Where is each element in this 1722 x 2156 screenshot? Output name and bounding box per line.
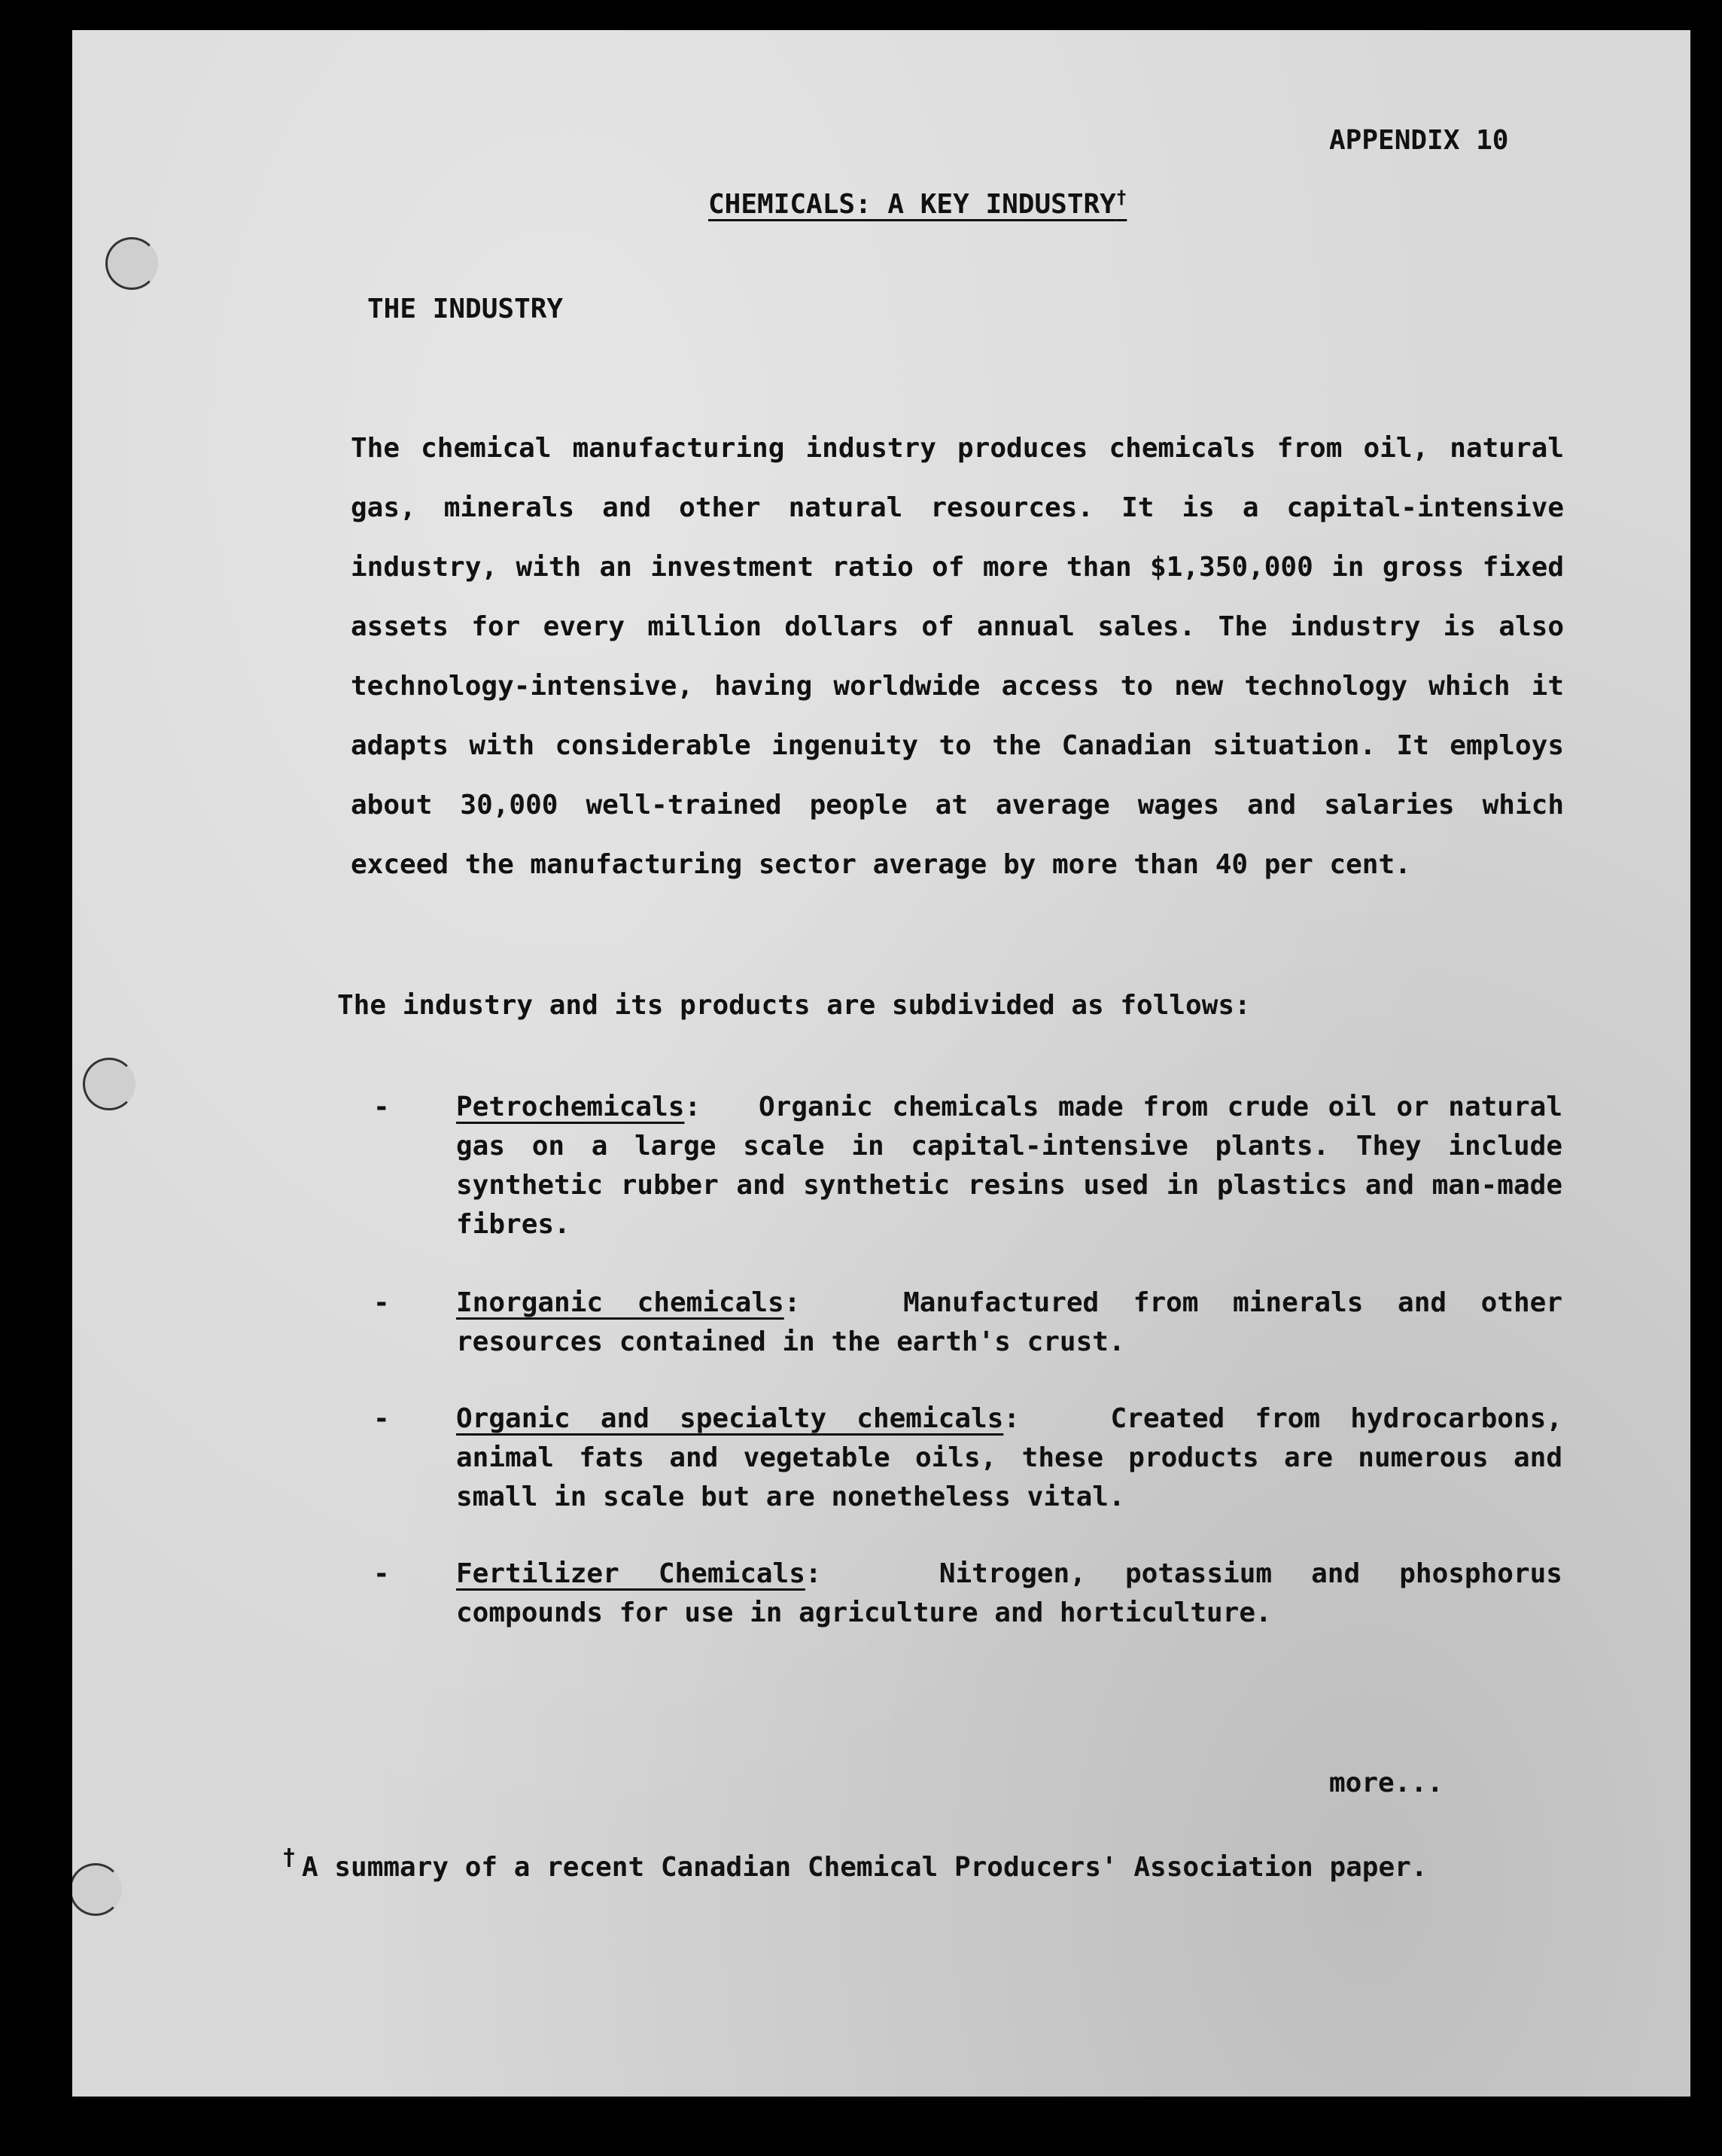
product-list (373, 1088, 1562, 1633)
list-term: Organic and specialty chemicals (456, 1403, 1004, 1434)
punch-hole-top (105, 237, 158, 290)
section-heading: THE INDUSTRY (367, 294, 564, 324)
list-dash: - (373, 1287, 390, 1318)
page-title-text: CHEMICALS: A KEY INDUSTRY (708, 189, 1116, 220)
industry-paragraph: The chemical manufacturing industry produces chemicals from oil, natural gas, minerals and other natural resources. It is a capital-intensive industry, with an investment ratio of more than $1,350,000 in gross fixed assets for every million dollars of annual sales. The industry is also technology-intensive, having worldwide access to new technology which it adapts with considerable ingenuity to the Canadian situation. It employs about 30,000 well-trained people at average wages and salaries which exceed the manufacturing sector average by more than 40 per cent. (351, 433, 1564, 880)
punch-hole-middle (83, 1058, 135, 1110)
list-term: Inorganic chemicals (456, 1287, 784, 1318)
title-footnote-mark: † (1115, 187, 1127, 208)
list-item-organic-specialty: - Organic and specialty chemicals: Created from hydrocarbons, animal fats and vegetable oils, these products are numerous and small in scale but are nonetheless vital. (373, 1399, 1562, 1517)
list-description: Nitrogen, potassium and phosphorus compounds for use in agriculture and horticulture. (456, 1558, 1562, 1628)
footnote-text: A summary of a recent Canadian Chemical Producers' Association paper. (302, 1852, 1428, 1883)
footnote (282, 1844, 1428, 1883)
list-item-inorganic: - Inorganic chemicals: Manufactured from minerals and other resources contained in the earth's crust. (373, 1284, 1562, 1362)
appendix-label: APPENDIX 10 (1329, 125, 1509, 156)
list-dash: - (373, 1403, 390, 1434)
footnote-mark: † (282, 1844, 297, 1871)
list-description: Created from hydrocarbons, animal fats and vegetable oils, these products are numerous and small in scale but are nonetheless vital. (456, 1403, 1562, 1512)
list-item-petrochemicals: - Petrochemicals: Organic chemicals made from crude oil or natural gas on a large scale in capital-intensive plants. They include synthetic rubber and synthetic resins used in plastics and man-made fibres. (373, 1088, 1562, 1244)
list-term: Fertilizer Chemicals (456, 1558, 805, 1589)
list-dash: - (373, 1558, 390, 1589)
list-description: Organic chemicals made from crude oil or natural gas on a large scale in capital-intensive plants. They include synthetic rubber and synthetic resins used in plastics and man-made fibres. (456, 1092, 1563, 1240)
page-title (708, 187, 1127, 220)
list-term: Petrochemicals (456, 1092, 685, 1122)
list-item-fertilizer: - Fertilizer Chemicals: Nitrogen, potassium and phosphorus compounds for use in agriculture and horticulture. (373, 1555, 1562, 1633)
punch-hole-bottom (72, 1863, 122, 1916)
more-indicator: more... (1329, 1768, 1444, 1798)
list-description: Manufactured from minerals and other resources contained in the earth's crust. (456, 1287, 1562, 1357)
document-page (72, 30, 1690, 2097)
list-dash: - (373, 1092, 390, 1122)
subdivision-intro: The industry and its products are subdivided as follows: (337, 990, 1251, 1021)
